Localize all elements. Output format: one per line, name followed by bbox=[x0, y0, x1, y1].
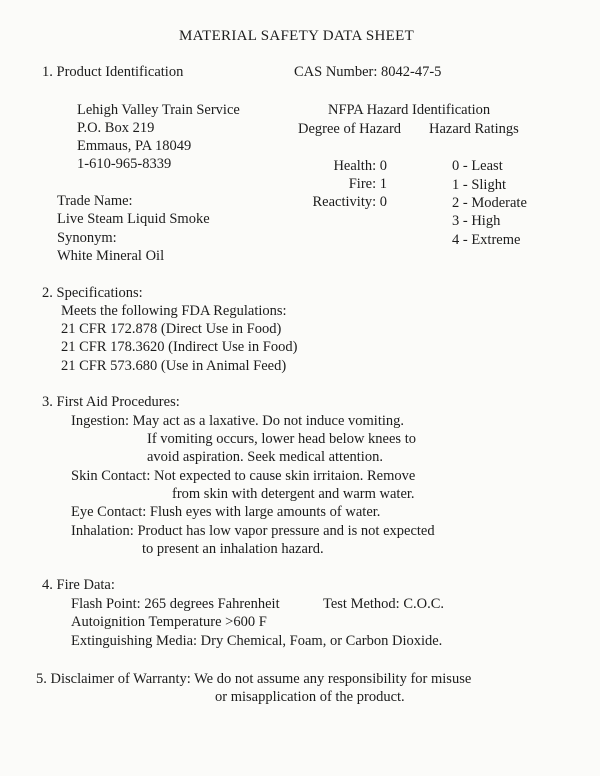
disclaimer-line: 5. Disclaimer of Warranty: We do not assume any responsibility for misuse bbox=[36, 671, 472, 687]
degree-header: Degree of Hazard bbox=[298, 121, 402, 137]
ingestion-line: avoid aspiration. Seek medical attention. bbox=[147, 449, 383, 465]
synonym-label: Synonym: bbox=[57, 230, 117, 246]
rating-extreme: 4 - Extreme bbox=[452, 232, 521, 248]
trade-name-value: Live Steam Liquid Smoke bbox=[57, 211, 210, 227]
spec-line: 21 CFR 172.878 (Direct Use in Food) bbox=[61, 321, 282, 337]
nfpa-title: NFPA Hazard Identification bbox=[328, 102, 491, 118]
skin-contact-line: Skin Contact: Not expected to cause skin irritaion. Remove bbox=[71, 468, 416, 484]
spec-line: Meets the following FDA Regulations: bbox=[61, 303, 287, 319]
company-city: Emmaus, PA 18049 bbox=[77, 138, 192, 154]
rating-moderate: 2 - Moderate bbox=[452, 195, 527, 211]
disclaimer-line: or misapplication of the product. bbox=[215, 689, 405, 705]
section-2-heading: 2. Specifications: bbox=[42, 285, 143, 301]
flash-point: Flash Point: 265 degrees Fahrenheit bbox=[71, 596, 280, 612]
skin-contact-line: from skin with detergent and warm water. bbox=[172, 486, 415, 502]
spec-line: 21 CFR 178.3620 (Indirect Use in Food) bbox=[61, 339, 298, 355]
company-phone: 1-610-965-8339 bbox=[77, 156, 172, 172]
inhalation-line: Inhalation: Product has low vapor pressure and is not expected bbox=[71, 523, 435, 539]
autoignition-temperature: Autoignition Temperature >600 F bbox=[71, 614, 267, 630]
ratings-header: Hazard Ratings bbox=[429, 121, 519, 137]
document-title: MATERIAL SAFETY DATA SHEET bbox=[179, 28, 415, 44]
company-address-box: P.O. Box 219 bbox=[77, 120, 155, 136]
ingestion-line: Ingestion: May act as a laxative. Do not induce vomiting. bbox=[71, 413, 405, 429]
hazard-reactivity: Reactivity: 0 bbox=[312, 194, 387, 210]
section-4-heading: 4. Fire Data: bbox=[42, 577, 115, 593]
inhalation-line: to present an inhalation hazard. bbox=[142, 541, 324, 557]
extinguishing-media: Extinguishing Media: Dry Chemical, Foam, or Carbon Dioxide. bbox=[71, 633, 443, 649]
hazard-fire: Fire: 1 bbox=[348, 176, 387, 192]
rating-least: 0 - Least bbox=[452, 158, 503, 174]
rating-high: 3 - High bbox=[452, 213, 501, 229]
synonym-value: White Mineral Oil bbox=[57, 248, 165, 264]
spec-line: 21 CFR 573.680 (Use in Animal Feed) bbox=[61, 358, 287, 374]
section-1-heading: 1. Product Identification bbox=[42, 64, 184, 80]
section-3-heading: 3. First Aid Procedures: bbox=[42, 394, 180, 410]
hazard-health: Health: 0 bbox=[333, 158, 387, 174]
ingestion-line: If vomiting occurs, lower head below knees to bbox=[147, 431, 416, 447]
trade-name-label: Trade Name: bbox=[57, 193, 133, 209]
eye-contact-line: Eye Contact: Flush eyes with large amounts of water. bbox=[71, 504, 381, 520]
cas-number: CAS Number: 8042-47-5 bbox=[294, 64, 442, 80]
rating-slight: 1 - Slight bbox=[452, 177, 506, 193]
company-name: Lehigh Valley Train Service bbox=[77, 102, 240, 118]
test-method: Test Method: C.O.C. bbox=[323, 596, 445, 612]
